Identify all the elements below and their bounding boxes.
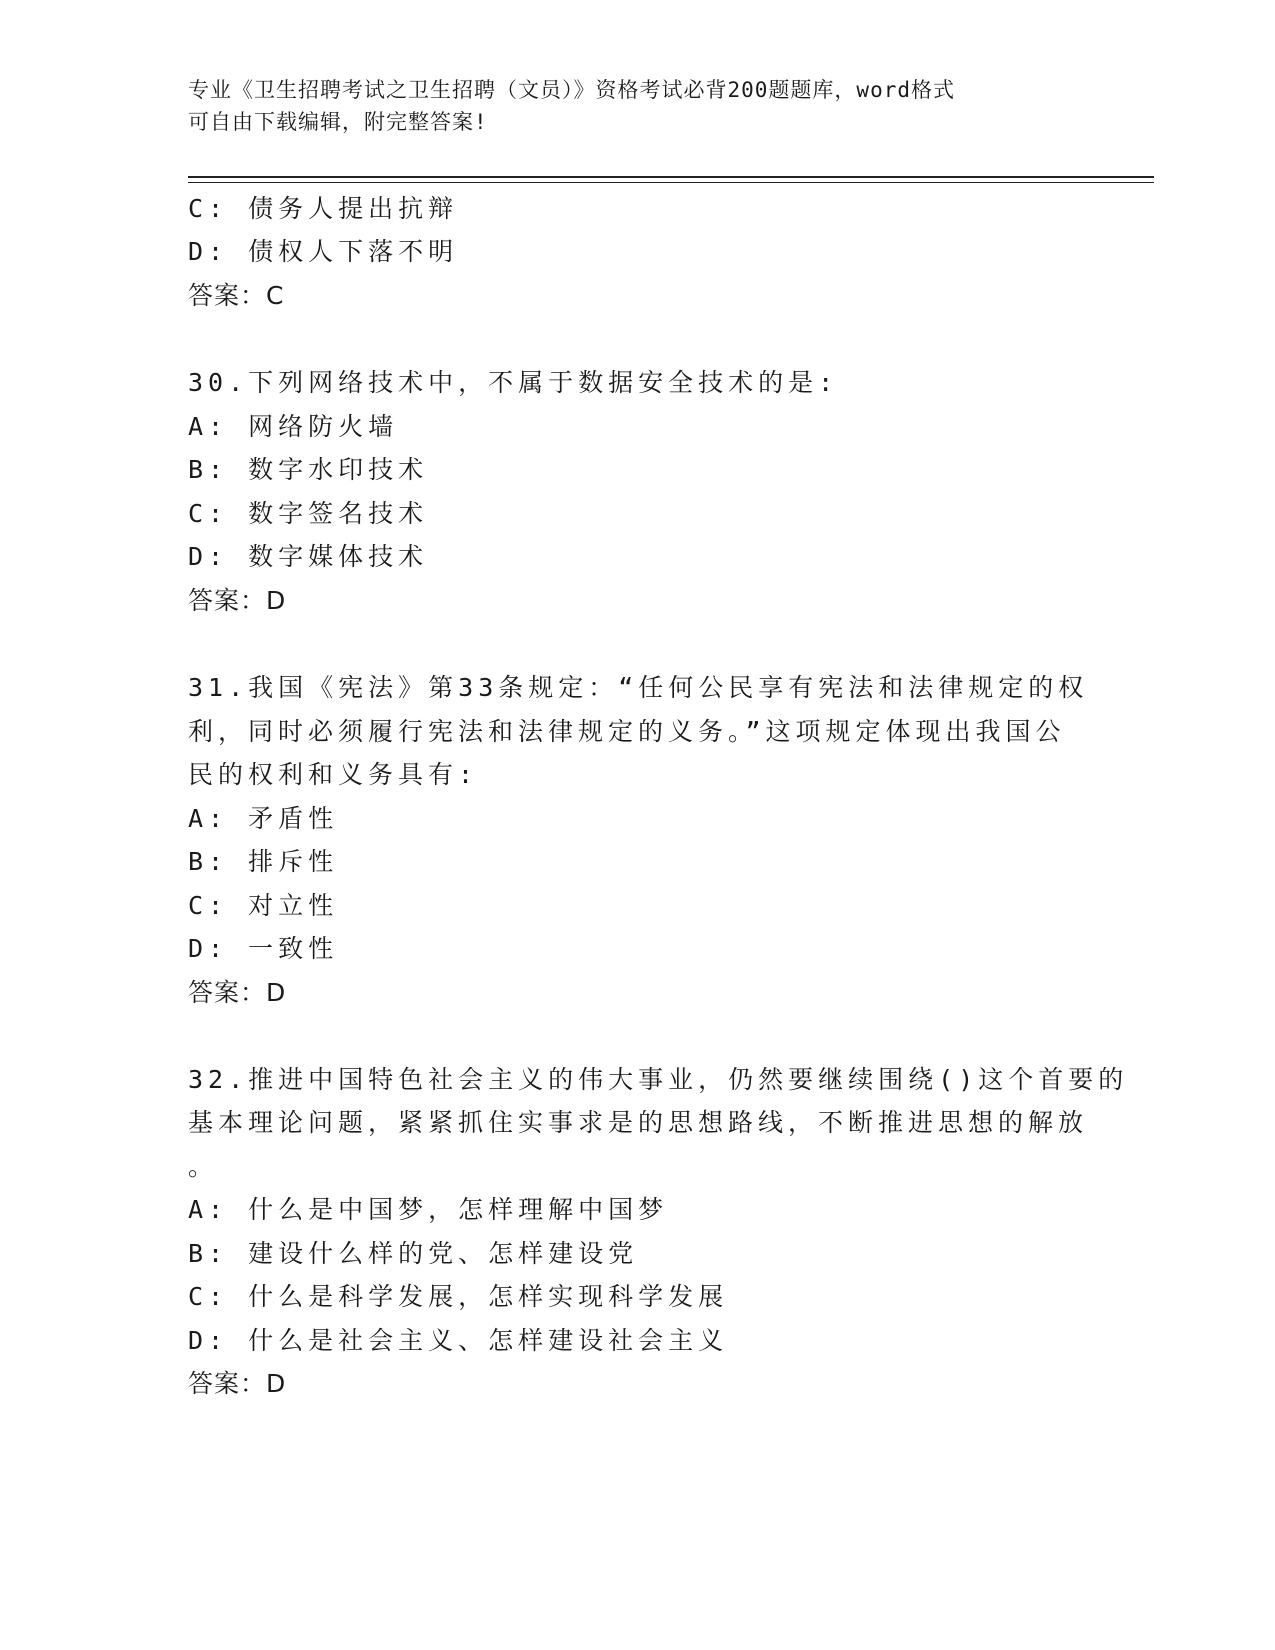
q31-option-b: B: 排斥性	[188, 847, 339, 876]
q32-answer: 答案：D	[188, 1369, 287, 1398]
document-header	[188, 74, 1068, 138]
q32-stem-line-2: 基本理论问题，紧紧抓住实事求是的思想路线，不断推进思想的解放	[188, 1108, 1089, 1137]
q32-stem-line-1: 32.推进中国特色社会主义的伟大事业，仍然要继续围绕()这个首要的	[188, 1065, 1129, 1094]
q32-stem-line-3: 。	[188, 1152, 219, 1181]
q30-stem: 30.下列网络技术中，不属于数据安全技术的是:	[188, 368, 839, 397]
q31-option-c: C: 对立性	[188, 891, 339, 920]
q32-option-b: B: 建设什么样的党、怎样建设党	[188, 1239, 639, 1268]
q31-option-d: D: 一致性	[188, 934, 339, 963]
q29-option-c: C: 债务人提出抗辩	[188, 194, 459, 223]
q30-option-a: A: 网络防火墙	[188, 412, 399, 441]
q32-option-d: D: 什么是社会主义、怎样建设社会主义	[188, 1326, 729, 1355]
header-line-2: 可自由下载编辑，附完整答案!	[188, 110, 488, 134]
q31-answer: 答案：D	[188, 978, 287, 1007]
q29-option-d: D: 债权人下落不明	[188, 237, 459, 266]
q31-option-a: A: 矛盾性	[188, 804, 339, 833]
q31-stem-line-1: 31.我国《宪法》第33条规定：“任何公民享有宪法和法律规定的权	[188, 673, 1089, 702]
header-divider-thick	[188, 176, 1154, 178]
q30-option-b: B: 数字水印技术	[188, 455, 429, 484]
q30-option-c: C: 数字签名技术	[188, 499, 429, 528]
q29-answer: 答案：C	[188, 281, 285, 310]
q30-option-d: D: 数字媒体技术	[188, 542, 429, 571]
header-line-1: 专业《卫生招聘考试之卫生招聘（文员）》资格考试必背200题题库，word格式	[188, 78, 955, 102]
header-divider-thin	[188, 182, 1154, 183]
q31-stem-line-3: 民的权利和义务具有:	[188, 760, 479, 789]
q32-option-c: C: 什么是科学发展，怎样实现科学发展	[188, 1282, 729, 1311]
q31-stem-line-2: 利，同时必须履行宪法和法律规定的义务。”这项规定体现出我国公	[188, 717, 1066, 746]
q30-answer: 答案：D	[188, 586, 287, 615]
q32-option-a: A: 什么是中国梦，怎样理解中国梦	[188, 1195, 669, 1224]
